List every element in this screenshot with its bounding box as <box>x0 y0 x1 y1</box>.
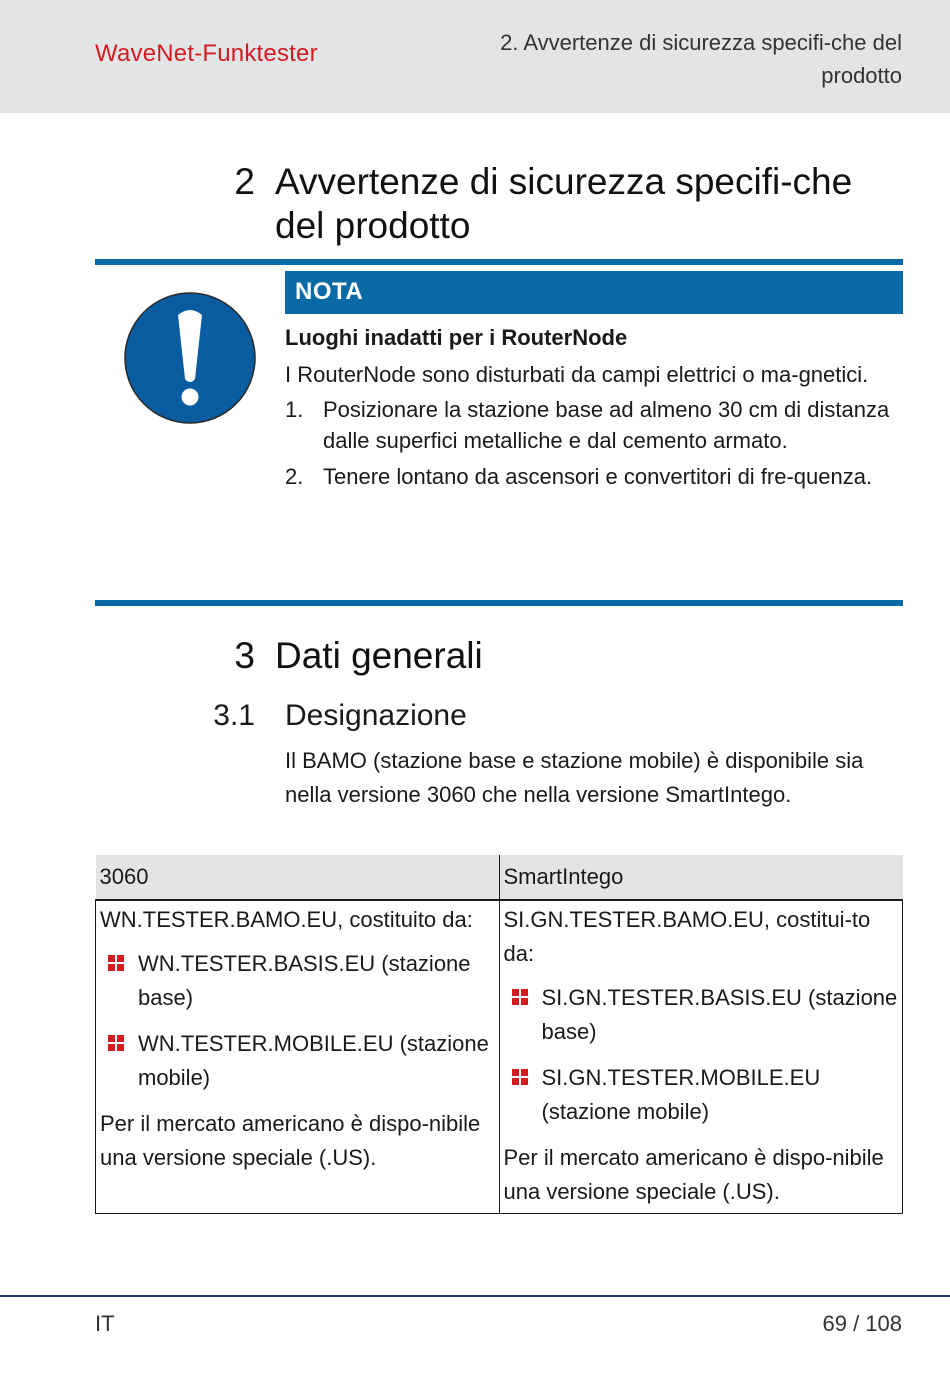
red-square-bullet-icon <box>512 1069 528 1085</box>
table-cell-3060 <box>96 900 500 1214</box>
step-text: Tenere lontano da ascensori e convertitori di fre-quenza. <box>323 464 873 489</box>
step-index: 1. <box>285 397 304 422</box>
note-title: Luoghi inadatti per i RouterNode <box>285 325 628 350</box>
table-row <box>96 900 903 1214</box>
footer-rule <box>0 1295 950 1297</box>
section-number: 3 <box>234 635 255 676</box>
note-bottom-rule <box>95 600 903 606</box>
cell-list <box>504 981 899 1129</box>
list-item <box>285 394 895 456</box>
list-item <box>100 947 495 1015</box>
step-index: 2. <box>285 464 304 489</box>
red-square-bullet-icon <box>108 1035 124 1051</box>
section-number: 2 <box>234 161 255 202</box>
subsection-number: 3.1 <box>213 699 255 732</box>
page-header <box>0 0 950 113</box>
note-label: NOTA <box>295 278 364 305</box>
red-square-bullet-icon <box>512 989 528 1005</box>
running-title: 2. Avvertenze di sicurezza specifi-che del prodotto <box>500 30 902 88</box>
cell-intro: SI.GN.TESTER.BAMO.EU, costitui-to da: <box>503 907 871 966</box>
list-item <box>504 981 899 1049</box>
note-steps <box>285 394 895 492</box>
exclamation-circle-icon <box>123 291 257 425</box>
table-header-row <box>96 855 903 900</box>
cell-note: Per il mercato americano è dispo-nibile una versione speciale (.US). <box>100 1111 481 1170</box>
list-item <box>100 1027 495 1095</box>
footer-language: IT <box>95 1311 115 1336</box>
item-text: WN.TESTER.MOBILE.EU (stazione mobile) <box>138 1031 489 1090</box>
designation-paragraph: Il BAMO (stazione base e stazione mobile) è disponibile sia nella versione 3060 che nella versione SmartIntego. <box>285 748 864 807</box>
list-item <box>504 1061 899 1129</box>
item-text: SI.GN.TESTER.BASIS.EU (stazione base) <box>541 985 898 1044</box>
item-text: WN.TESTER.BASIS.EU (stazione base) <box>138 951 471 1010</box>
note-top-rule <box>95 259 903 265</box>
list-item <box>285 461 895 492</box>
column-header-smartintego: SmartIntego <box>499 855 903 900</box>
section-title: Avvertenze di sicurezza specifi-che del prodotto <box>275 161 853 246</box>
designation-table <box>95 855 903 1214</box>
cell-list <box>100 947 495 1095</box>
page-number: 69 / 108 <box>822 1311 902 1336</box>
step-text: Posizionare la stazione base ad almeno 30 cm di distanza dalle superfici metalliche e dal cemento armato. <box>323 397 890 453</box>
note-body <box>285 322 895 497</box>
note-label-bar <box>285 271 903 314</box>
table-cell-smartintego <box>499 900 903 1214</box>
note-text: I RouterNode sono disturbati da campi elettrici o ma-gnetici. <box>285 362 869 387</box>
column-header-3060: 3060 <box>96 855 500 900</box>
item-text: SI.GN.TESTER.MOBILE.EU (stazione mobile) <box>541 1065 821 1124</box>
section-title: Dati generali <box>275 635 483 676</box>
red-square-bullet-icon <box>108 955 124 971</box>
cell-intro: WN.TESTER.BAMO.EU, costituito da: <box>100 907 473 932</box>
brand-title: WaveNet-Funktester <box>95 40 318 67</box>
subsection-title: Designazione <box>285 699 467 732</box>
cell-note: Per il mercato americano è dispo-nibile una versione speciale (.US). <box>503 1145 884 1204</box>
